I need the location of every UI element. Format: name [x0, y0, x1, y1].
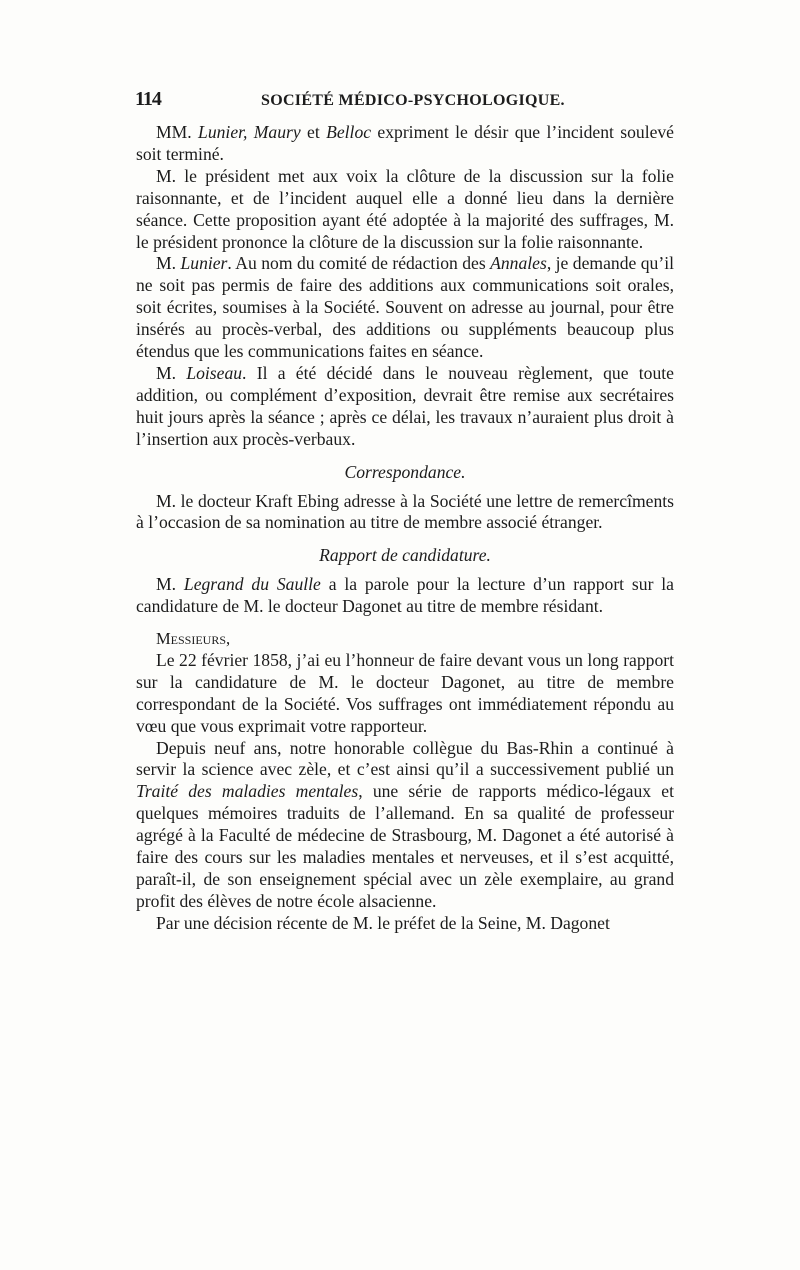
text-run: a la parole pour la lecture d’un rapport sur la candidature de M. le docteur Dagonet au titre de membre résidant.	[136, 574, 674, 617]
section-heading-rapport: Rapport de candidature.	[319, 545, 491, 566]
speaker-name: Lunier	[180, 253, 228, 274]
book-title: Traité des maladies mentales	[136, 781, 359, 802]
text-run: , une série de rapports médico-légaux et quelques mémoires traduits de l’allemand. En sa qualité de professeur agrégé à la Faculté de médecine de Strasbourg, M. Dagonet a été autorisé à faire des cours sur les maladies mentales et nerveuses, et il s’est acquitté, paraît-il, de son enseignement spécial avec un zèle exemplaire, au grand profit des élèves de notre école alsacienne.	[136, 781, 674, 911]
journal-title: Annales	[490, 253, 547, 274]
speaker-name: Belloc	[326, 122, 372, 142]
paragraph-lunier	[136, 253, 674, 363]
paragraph-dagonet-career	[136, 738, 674, 913]
text-run: Depuis neuf ans, notre honorable collègue du Bas-Rhin a continué à servir la science avec zèle, et c’est ainsi qu’il a successivement publié un	[136, 737, 674, 780]
text-run: M.	[156, 253, 181, 274]
text-run: MM.	[156, 122, 199, 142]
paragraph-loiseau	[136, 363, 674, 451]
running-title: SOCIÉTÉ MÉDICO-PSYCHOLOGIQUE.	[261, 92, 565, 109]
text-run: M.	[156, 574, 184, 595]
paragraph-cloture: M. le président met aux voix la clôture de la discussion sur la folie raisonnante, et de l’incident auquel elle a donné lieu dans la dernière séance. Cette proposition ayant été adoptée à la majorité des suffrages, M. le président prononce la clôture de la discussion sur la folie raisonnante.	[136, 165, 674, 252]
text-run: , je demande qu’il ne soit pas permis de faire des additions aux communications soit orales, soit écrites, soumises à la Société. Souvent on adresse au journal, pour être insérés au procès-verbal, des additions ou suppléments beaucoup plus étendus que les communications faites en séance.	[136, 253, 674, 362]
page-body	[136, 122, 674, 935]
paragraph-rapport-1858: Le 22 février 1858, j’ai eu l’honneur de faire devant vous un long rapport sur la candidature de M. le docteur Dagonet, au titre de membre correspondant de la Société. Vos suffrages ont immédiatement répondu au vœu que vous exprimait votre rapporteur.	[136, 649, 674, 736]
speaker-name: Loiseau	[186, 362, 243, 383]
text-run: . Il a été décidé dans le nouveau règlement, que toute addition, ou complément d’exposition, devrait être remise aux secrétaires huit jours après la séance ; après ce délai, les travaux n’auraient plus droit à l’insertion aux procès-verbaux.	[136, 362, 674, 449]
speaker-names: Lunier, Maury	[198, 122, 301, 142]
text-run: . Au nom du comité de rédaction des	[227, 253, 491, 274]
text-run: expriment le désir que l’incident soulevé soit terminé.	[136, 122, 674, 164]
salutation: Messieurs,	[156, 629, 231, 649]
page-number: 114	[135, 88, 161, 110]
paragraph-correspondance: M. le docteur Kraft Ebing adresse à la Société une lettre de remercîments à l’occasion de sa nomination au titre de membre associé étranger.	[136, 490, 674, 533]
speaker-name: Legrand du Saulle	[183, 574, 321, 595]
paragraph-incident	[136, 122, 674, 166]
text-run: M.	[156, 362, 187, 383]
page-header	[133, 88, 673, 118]
paragraph-decision: Par une décision récente de M. le préfet de la Seine, M. Dagonet	[156, 912, 610, 933]
text-run: et	[300, 122, 327, 142]
paragraph-legrand	[136, 574, 674, 618]
section-heading-correspondance: Correspondance.	[344, 461, 466, 482]
